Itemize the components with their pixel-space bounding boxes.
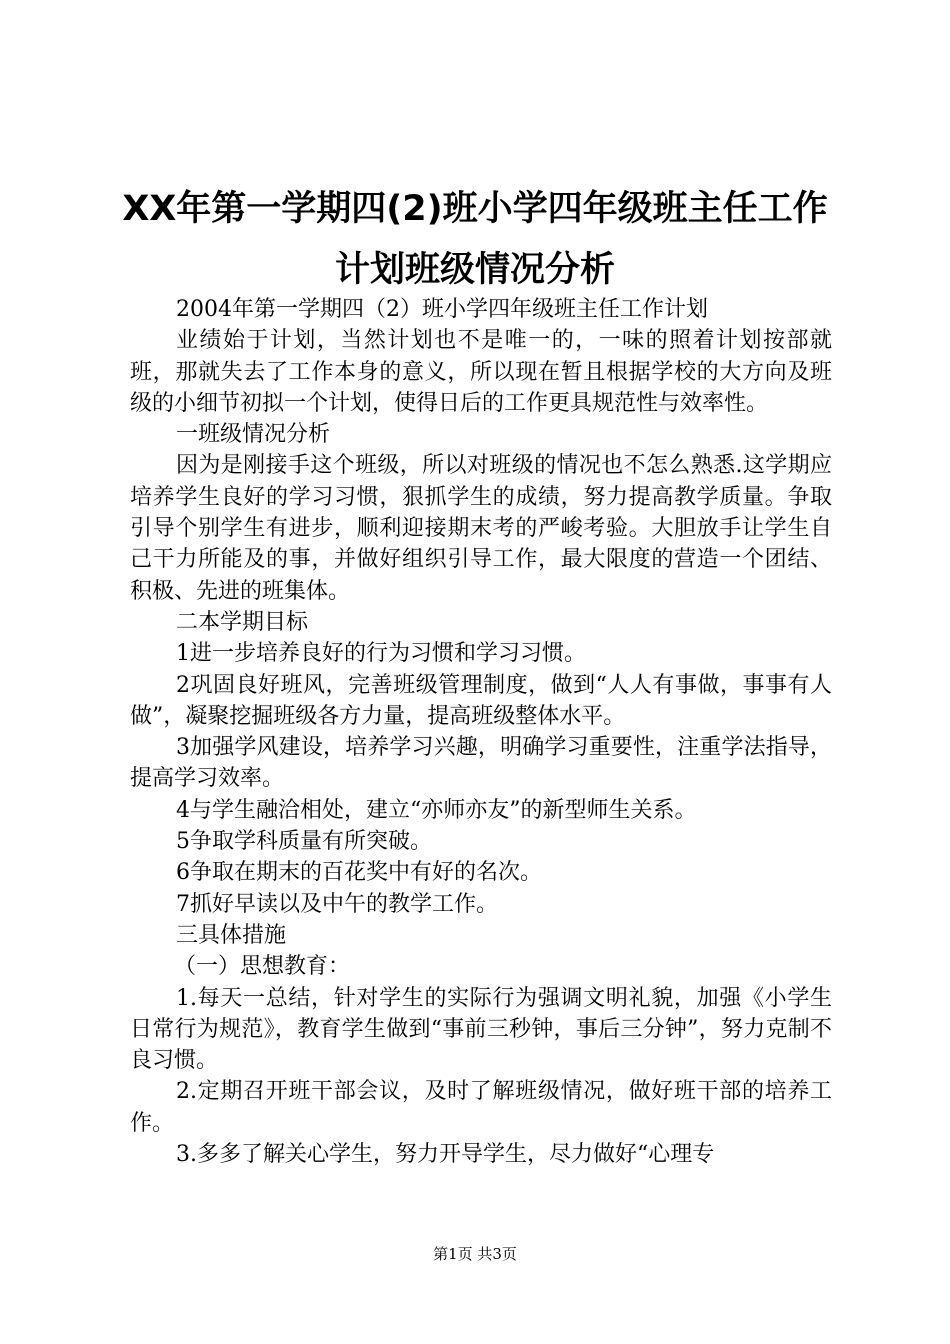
section-heading-goals: 二本学期目标 — [176, 609, 309, 635]
document-body — [130, 294, 832, 1170]
measure-item-1: 1.每天一总结，针对学生的实际行为强调文明礼貌，加强《小学生日常行为规范》，教育学生做到“事前三秒钟，事后三分钟”，努力克制不良习惯。 — [130, 985, 832, 1074]
document-title-line-2: 计划班级情况分析 — [334, 250, 615, 290]
goal-item-1: 1进一步培养良好的行为习惯和学习习惯。 — [176, 641, 586, 667]
measure-item-2: 2.定期召开班干部会议，及时了解班级情况，做好班干部的培养工作。 — [130, 1079, 832, 1136]
goal-item-2: 2巩固良好班风，完善班级管理制度，做到“人人有事做，事事有人做”，凝聚挖掘班级各方力量，提高班级整体水平。 — [130, 672, 832, 729]
paragraph-plan-heading: 2004年第一学期四（2）班小学四年级班主任工作计划 — [176, 297, 708, 322]
goal-item-7: 7抓好早读以及中午的教学工作。 — [176, 891, 498, 917]
paragraph-class-analysis: 因为是刚接手这个班级，所以对班级的情况也不怎么熟悉.这学期应培养学生良好的学习习惯，狠抓学生的成绩，努力提高教学质量。争取引导个别学生有进步，顺利迎接期末考的严峻考验。大胆放手让学生自己干力所能及的事，并做好组织引导工作，最大限度的营造一个团结、积极、先进的班集体。 — [130, 453, 832, 604]
section-heading-class-analysis: 一班级情况分析 — [176, 422, 331, 448]
goal-item-5: 5争取学科质量有所突破。 — [176, 829, 432, 855]
section-heading-measures: 三具体措施 — [176, 922, 287, 948]
measure-item-3: 3.多多了解关心学生，努力开导学生，尽力做好“心理专 — [176, 1142, 715, 1168]
document-title-line-1: XX年第一学期四(2)班小学四年级班主任工作 — [122, 189, 828, 229]
goal-item-6: 6争取在期末的百花奖中有好的名次。 — [176, 860, 542, 886]
goal-item-3: 3加强学风建设，培养学习兴趣，明确学习重要性，注重学法指导，提高学习效率。 — [130, 735, 832, 792]
goal-item-4: 4与学生融洽相处，建立“亦师亦友”的新型师生关系。 — [176, 797, 697, 823]
page-footer: 第1页 共3页 — [433, 1245, 517, 1263]
subsection-heading-ideology: （一）思想教育： — [174, 954, 351, 980]
paragraph-intro: 业绩始于计划，当然计划也不是唯一的，一味的照着计划按部就班，那就失去了工作本身的意义，所以现在暂且根据学校的大方向及班级的小细节初拟一个计划，使得日后的工作更具规范性与效率性。 — [130, 328, 832, 416]
